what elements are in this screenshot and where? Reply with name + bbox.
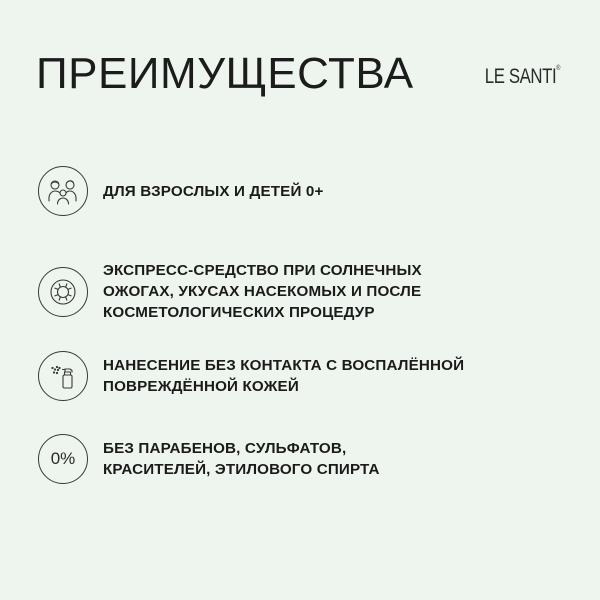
benefit-text-express <box>103 260 543 323</box>
benefit-line: НАНЕСЕНИЕ БЕЗ КОНТАКТА С ВОСПАЛЁННОЙ <box>103 357 465 374</box>
benefit-text-contactless <box>103 355 543 397</box>
page-title: ПРЕИМУЩЕСТВА <box>36 49 414 98</box>
benefit-item-age <box>38 166 543 216</box>
lifebuoy-icon <box>38 267 88 317</box>
family-icon <box>38 166 88 216</box>
benefit-text-age <box>103 181 543 202</box>
zero-percent-icon <box>38 434 88 484</box>
benefit-line: ДЛЯ ВЗРОСЛЫХ И ДЕТЕЙ 0+ <box>103 182 324 200</box>
benefit-line: КРАСИТЕЛЕЙ, ЭТИЛОВОГО СПИРТА <box>103 461 380 478</box>
brand-name: LE SANTI <box>484 65 557 88</box>
benefit-text-free-from <box>103 438 543 480</box>
benefits-list <box>38 0 578 600</box>
benefit-line: КОСМЕТОЛОГИЧЕСКИХ ПРОЦЕДУР <box>103 304 375 321</box>
spray-bottle-icon <box>38 351 88 401</box>
zero-percent-label: 0% <box>50 449 76 468</box>
benefit-line: БЕЗ ПАРАБЕНОВ, СУЛЬФАТОВ, <box>103 440 347 457</box>
benefit-item-contactless <box>38 351 543 401</box>
registered-mark: ® <box>556 65 560 72</box>
benefit-line: ЭКСПРЕСС-СРЕДСТВО ПРИ СОЛНЕЧНЫХ <box>103 262 422 279</box>
benefit-line: ОЖОГАХ, УКУСАХ НАСЕКОМЫХ И ПОСЛЕ <box>103 283 422 300</box>
benefit-line: ПОВРЕЖДЁННОЙ КОЖЕЙ <box>103 378 299 395</box>
benefit-item-express <box>38 260 543 323</box>
benefit-item-free-from <box>38 434 543 484</box>
